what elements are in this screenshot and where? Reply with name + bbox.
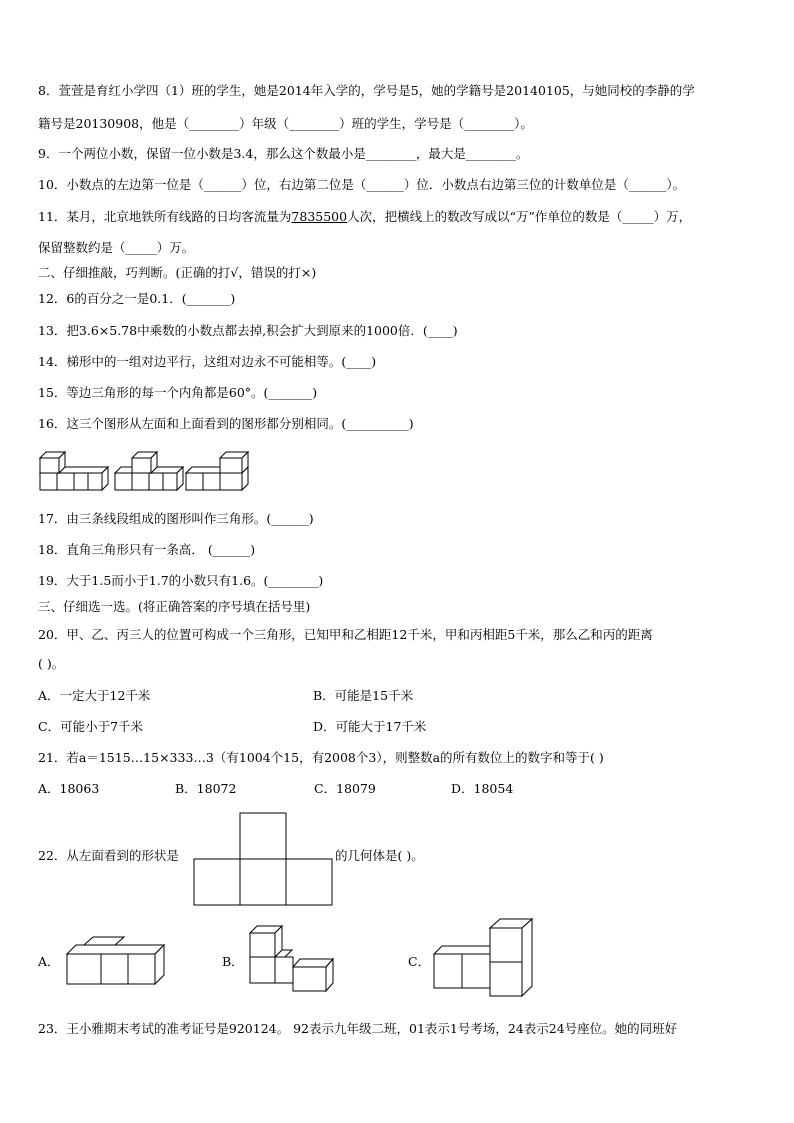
q21-option-d: D．18054 [451,781,514,796]
q11-line2: 保留整数约是（_____）万。 [38,240,195,255]
q22-option-c-label: C． [408,954,431,969]
q17: 17．由三条线段组成的图形叫作三角形。(______) [38,511,314,526]
q20-option-d: D．可能大于17千米 [313,719,427,734]
q21-option-c: C．18079 [314,781,376,796]
q21-option-a: A．18063 [38,781,100,796]
q12: 12．6的百分之一是0.1．(_______) [38,291,236,306]
q16: 16．这三个图形从左面和上面看到的图形都分别相同。(__________) [38,416,414,431]
q16-figure-2 [115,452,183,490]
q9: 9．一个两位小数，保留一位小数是3.4，那么这个数最小是________，最大是________。 [38,146,529,161]
q21-option-b: B．18072 [175,781,237,796]
q22-left-view-figure [193,812,333,906]
q22-option-a-label: A． [38,954,60,969]
q18: 18．直角三角形只有一条高． (______) [38,542,256,557]
q8-line2: 籍号是20130908，他是（________）年级（________）班的学生，学号是（________）。 [38,116,533,131]
q8-line1: 8．萱萱是育红小学四（1）班的学生，她是2014年入学的，学号是5，她的学籍号是20140105，与她同校的李静的学 [38,83,695,98]
q10: 10．小数点的左边第一位是（______）位，右边第二位是（______）位．小数点右边第三位的计数单位是（______）。 [38,177,686,192]
q15: 15．等边三角形的每一个内角都是60°。(_______) [38,385,318,400]
q22-option-a-figure [64,936,169,986]
q23: 23．王小雅期末考试的准考证号是920124。 92表示九年级二班，01表示1号考场，24表示24号座位。她的同班好 [38,1021,678,1036]
q20-blank: ( )。 [38,656,65,671]
q11-line1 [38,209,691,225]
q20-option-c: C．可能小于7千米 [38,719,144,734]
q22-suffix: 的几何体是( )。 [335,848,424,863]
q21-stem: 21．若a＝1515…15×333…3（有1004个15，有2008个3），则整数a的所有数位上的数字和等于( ) [38,750,604,765]
q11-prefix: 11．某月，北京地铁所有线路的日均客流量为 [38,209,292,224]
q19: 19．大于1.5而小于1.7的小数只有1.6。(________) [38,573,324,588]
q20-option-b: B．可能是15千米 [313,688,414,703]
q22-option-b-figure [248,924,338,994]
q14: 14．梯形中的一组对边平行，这组对边永不可能相等。(____) [38,354,377,369]
q22-prefix: 22．从左面看到的形状是 [38,848,179,863]
q13: 13．把3.6×5.78中乘数的小数点都去掉,积会扩大到原来的1000倍．(____) [38,323,458,338]
q11-suffix: 人次，把横线上的数改写成以“万”作单位的数是（_____）万， [347,209,692,224]
q20-option-a: A．一定大于12千米 [38,688,151,703]
q16-cube-figures [38,449,258,495]
q22-option-c-figure [432,916,542,998]
q22-option-b-label: B． [222,954,244,969]
q20-stem: 20．甲、乙、丙三人的位置可构成一个三角形，已知甲和乙相距12千米，甲和丙相距5千米，那么乙和丙的距离 [38,627,653,642]
section-2-heading: 二、仔细推敲，巧判断。(正确的打√，错误的打×) [38,265,317,280]
q16-figure-3 [186,452,248,490]
q16-figure-1 [40,452,108,490]
q11-underlined-number: 7835500 [291,209,348,224]
section-3-heading: 三、仔细选一选。(将正确答案的序号填在括号里) [38,599,311,614]
